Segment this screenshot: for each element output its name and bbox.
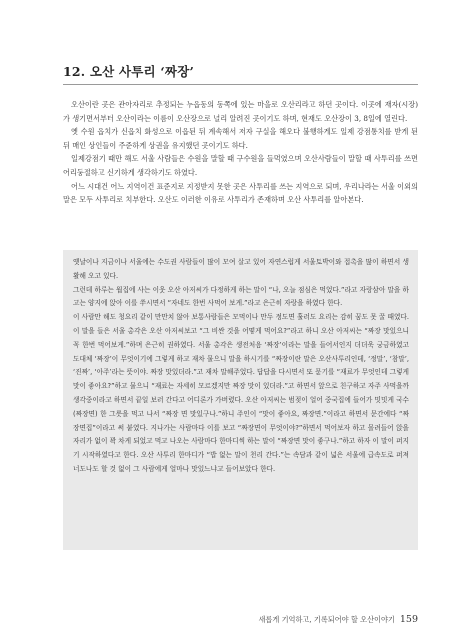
title-divider bbox=[63, 84, 418, 85]
anecdote-paragraph: 옛날이나 지금이나 서울에는 수도권 사람들이 많이 모여 살고 있어 자연스럽게 서울토박이와 접촉을 많이 하면서 생활해 오고 있다. bbox=[73, 258, 409, 280]
anecdote-text bbox=[73, 256, 409, 477]
section-title: 12. 오산 사투리 ‘짜장’ bbox=[63, 64, 195, 79]
anecdote-paragraph: 이 사람만 해도 청요리 같이 만만치 않아 보통사람들은 모먹이나 만두 정도면 훌러도 요리는 감히 꿈도 못 꿀 때였다. 이 말을 들은 서울 총각은 오산 아저씨보고 “그 비싼 것을 어떻게 먹어요?”라고 하니 오산 아저씨는 “짜장 맛있으니 꼭 한번 먹어보게.”하며 은근히 권하였다. 서울 총각은 생전처음 ‘짜장’이라는 말을 들어서인지 더더욱 궁금하였고 도대체 ‘짜장’이 무엇이기에 그렇게 하고 재차 물으니 말을 하시기를 “짜장이란 말은 오산사투리인데, ‘정말’, ‘참말’, ‘진짜’, ‘아주’라는 뜻이야. 짜장 맛있더라.”고 재차 말해주었다. 답답을 다시면서 또 묻기를 “재료가 무엇인데 그렇게 맛이 좋아요?”하고 물으니 “재료는 자세히 모르겠지만 짜장 맛이 있더라.”고 하면서 앞으로 친구하고 자주 사먹을까 생각중이라고 하면서 끝일 보러 간다고 어디론가 가버렸다. 오산 아저씨는 범젖이 얼어 중국집에 들어가 밋밋게 국수(짜장면) 한 그릇을 먹고 나서 “짜장 면 맛있구나.”하니 주인이 “맛이 좋아요, 짜장면.”이라고 하면서 문간에다 “짜장면집”이라고 써 붙였다. 지나가는 사람마다 이를 보고 “짜장면이 무엇이야?”하면서 먹어보자 하고 몰려들어 앉을 자리가 없이 꽉 차게 되었고 먹고 나오는 사람마다 한마디씩 하는 말이 “짜장면 맛이 좋구나.”하고 하자 이 말이 퍼지기 시작하였다고 한다. 오산 사투리 한마디가 “밥 없는 말이 천리 간다.”는 속담과 같이 넓은 서울에 급속도로 퍼져 너도나도 할 것 없이 그 사람에게 얼마나 맛있느냐고 들어보았다 한다. bbox=[73, 313, 409, 473]
intro-paragraph: 오산이란 곳은 관아자리로 추정되는 누읍동의 동쪽에 있는 마을로 오산리라고 하던 곳이다. 이곳에 재자(시장)가 생기면서부터 오산이라는 이름이 오산장으로 널리 알려진 곳이기도 하며, 현재도 오산장이 3, 8일에 열린다. bbox=[63, 100, 418, 123]
page-number: 159 bbox=[399, 614, 418, 625]
anecdote-paragraph: 그런데 하루는 웝집에 사는 이웃 오산 아저씨가 다정하게 하는 말이 “나, 오늘 점심은 먹었다.”라고 자랑삼아 말을 하고는 양지에 앉아 이를 쑤시면서 “자네도 한번 사먹어 보게.”라고 은근히 자랑을 하였다 한다. bbox=[73, 285, 409, 308]
running-title: 새롭게 기억하고, 기록되어야 할 오산이야기 bbox=[258, 615, 395, 624]
intro-paragraph: 일제강점기 때만 해도 서울 사람들은 수원을 말할 때 구수원을 들먹였으며 오산사람들이 말할 때 사투리를 쓰면 어리둥절하고 신기하게 생각하기도 하였다. bbox=[63, 154, 418, 177]
intro-text bbox=[63, 98, 418, 207]
intro-paragraph: 옛 수원 읍치가 신읍치 화성으로 이읍된 뒤 계속해서 저자 구실을 해오다 불행하게도 일제 강점통치를 받게 된 뒤 매인 상인들이 주준하게 상권을 유지했던 곳이기도 하다. bbox=[63, 127, 418, 150]
page-footer bbox=[258, 614, 418, 625]
intro-paragraph: 어느 시대건 어느 지역이건 표준지로 지정받지 못한 곳은 사투리를 쓰는 지역으로 되며, 우리나라는 서울 이외의 말은 모두 사투리로 치부한다. 오산도 이러한 이유로 사투리가 존재하며 오산 사투리를 알아본다. bbox=[63, 181, 418, 205]
